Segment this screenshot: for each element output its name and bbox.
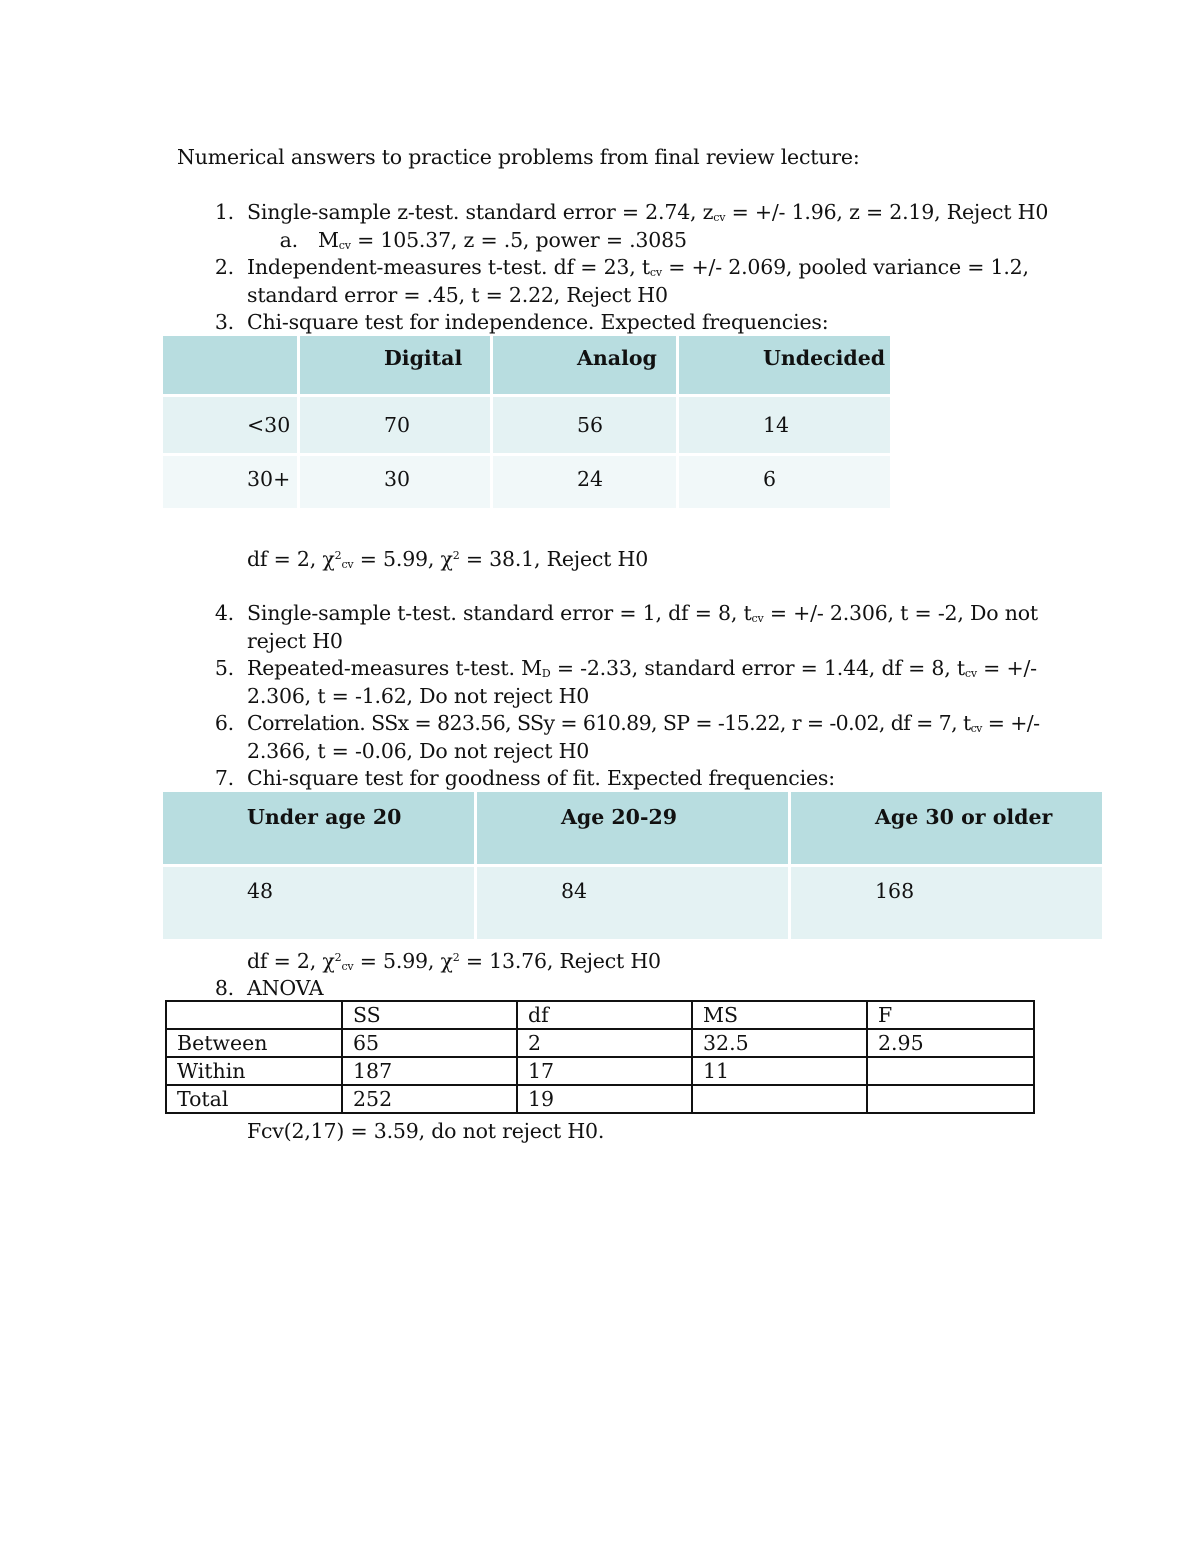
page-title: Numerical answers to practice problems from final review lecture: — [177, 145, 860, 169]
table-row — [166, 1029, 1034, 1057]
table-cell: Total — [166, 1085, 342, 1113]
table-cell: 24 — [493, 456, 676, 508]
problem-text: Repeated-measures t-test. MD = -2.33, standard error = 1.44, df = 8, tcv = +/- — [247, 656, 1037, 680]
problem-number: 1. — [214, 200, 234, 224]
problem-text: Chi-square test for goodness of fit. Expected frequencies: — [247, 766, 835, 790]
table-cell: 2.95 — [867, 1029, 1034, 1057]
table-row — [166, 1057, 1034, 1085]
table-header-cell — [163, 336, 297, 394]
table-cell: 14 — [679, 397, 890, 453]
problem-text: Correlation. SSx = 823.56, SSy = 610.89, SP = -15.22, r = -0.02, df = 7, tcv = +/- — [247, 711, 1040, 735]
independence-expected-table — [160, 333, 893, 511]
table-cell: 56 — [493, 397, 676, 453]
problem-number: 5. — [214, 656, 234, 680]
problem-text: Single-sample z-test. standard error = 2.74, zcv = +/- 1.96, z = 2.19, Reject H0 — [247, 200, 1049, 224]
problem-3-result: df = 2, $\chi^2cv = 5.99$, $\chi^2 = 38.1$, Reject H0 — [247, 547, 649, 571]
problem-number: 7. — [214, 766, 234, 790]
problem-number: a. — [279, 228, 298, 252]
table-header-cell: Under age 20 — [163, 792, 474, 864]
table-cell: Within — [166, 1057, 342, 1085]
problem-7-result: df = 2, $\chi^2cv = 5.99$, $\chi^2 = 13.76$, Reject H0 — [247, 949, 661, 973]
table-row — [166, 1085, 1034, 1113]
table-header-cell: Age 30 or older — [791, 792, 1102, 864]
table-cell: 30+ — [163, 456, 297, 508]
table-header-row — [163, 336, 890, 394]
table-cell — [867, 1085, 1034, 1113]
problem-text: Single-sample t-test. standard error = 1, df = 8, tcv = +/- 2.306, t = -2, Do not — [247, 601, 1038, 625]
problem-number: 8. — [214, 976, 234, 1000]
table-header-cell: Digital — [300, 336, 490, 394]
table-header-cell: df — [517, 1001, 692, 1029]
table-cell: 84 — [477, 867, 788, 939]
table-cell: 48 — [163, 867, 474, 939]
problem-8-result: Fcv(2,17) = 3.59, do not reject H0. — [247, 1119, 605, 1143]
problem-text: Independent-measures t-test. df = 23, tcv = +/- 2.069, pooled variance = 1.2, — [247, 255, 1029, 279]
problem-text: Mcv = 105.37, z = .5, power = .3085 — [318, 228, 687, 252]
table-cell: 252 — [342, 1085, 517, 1113]
problem-text-continued: 2.366, t = -0.06, Do not reject H0 — [247, 739, 590, 763]
table-header-cell: F — [867, 1001, 1034, 1029]
table-cell: 32.5 — [692, 1029, 867, 1057]
problem-number: 3. — [214, 310, 234, 334]
problem-text-continued: 2.306, t = -1.62, Do not reject H0 — [247, 684, 590, 708]
table-cell — [867, 1057, 1034, 1085]
table-header-cell: MS — [692, 1001, 867, 1029]
table-cell: 65 — [342, 1029, 517, 1057]
table-header-cell: Undecided — [679, 336, 890, 394]
problem-number: 2. — [214, 255, 234, 279]
table-row — [163, 397, 890, 453]
problem-text: Chi-square test for independence. Expected frequencies: — [247, 310, 829, 334]
table-cell: 168 — [791, 867, 1102, 939]
problem-number: 6. — [214, 711, 234, 735]
table-header-cell: Analog — [493, 336, 676, 394]
table-cell: 187 — [342, 1057, 517, 1085]
table-row — [163, 867, 1102, 939]
table-header-cell — [166, 1001, 342, 1029]
table-cell: 6 — [679, 456, 890, 508]
table-header-cell: Age 20-29 — [477, 792, 788, 864]
table-cell — [692, 1085, 867, 1113]
table-cell: <30 — [163, 397, 297, 453]
table-cell: Between — [166, 1029, 342, 1057]
problem-text: ANOVA — [247, 976, 324, 1000]
table-cell: 17 — [517, 1057, 692, 1085]
problem-text-continued: standard error = .45, t = 2.22, Reject H0 — [247, 283, 668, 307]
table-header-cell: SS — [342, 1001, 517, 1029]
table-cell: 70 — [300, 397, 490, 453]
problem-text-continued: reject H0 — [247, 629, 343, 653]
table-cell: 19 — [517, 1085, 692, 1113]
anova-table — [165, 1000, 1035, 1114]
table-cell: 30 — [300, 456, 490, 508]
table-row — [163, 456, 890, 508]
table-header-row — [163, 792, 1102, 864]
goodness-of-fit-expected-table — [160, 789, 1105, 942]
table-header-row — [166, 1001, 1034, 1029]
table-cell: 11 — [692, 1057, 867, 1085]
table-cell: 2 — [517, 1029, 692, 1057]
problem-number: 4. — [214, 601, 234, 625]
